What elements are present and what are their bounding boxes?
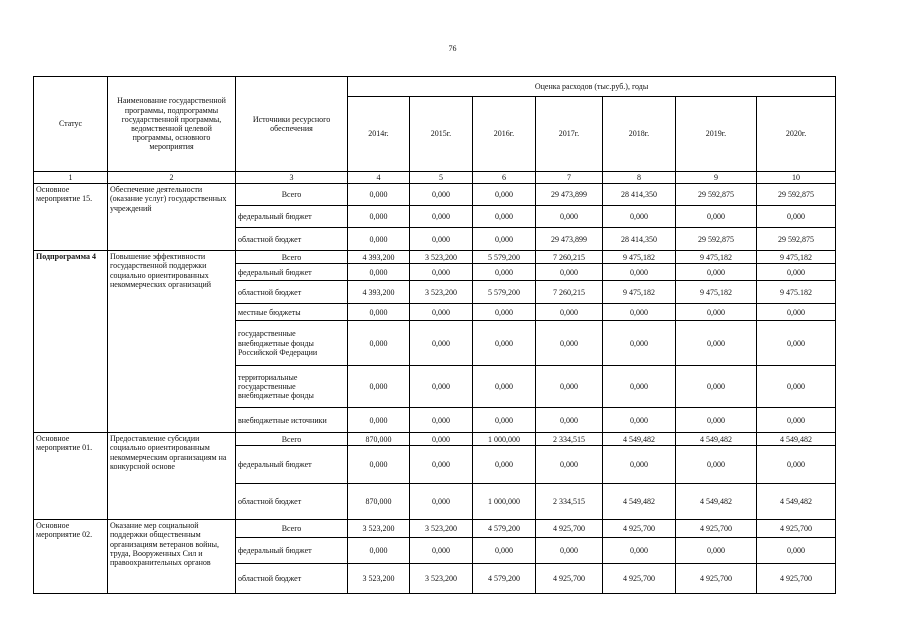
value-cell: 0,000: [536, 304, 603, 321]
value-cell: 0,000: [757, 304, 836, 321]
source-cell: территориальные государственные внебюджетные фонды: [236, 366, 348, 408]
value-cell: 0,000: [348, 184, 410, 206]
value-cell: 0,000: [676, 304, 757, 321]
value-cell: 0,000: [348, 206, 410, 228]
value-cell: 0,000: [603, 304, 676, 321]
value-cell: 4 549,482: [603, 484, 676, 520]
value-cell: 0,000: [676, 206, 757, 228]
source-cell: Всего: [236, 184, 348, 206]
source-cell: областной бюджет: [236, 228, 348, 251]
status-cell: Подпрограмма 4: [34, 251, 108, 433]
column-index-cell: 8: [603, 172, 676, 184]
value-cell: 0,000: [536, 366, 603, 408]
value-cell: 0,000: [348, 538, 410, 564]
source-cell: внебюджетные источники: [236, 408, 348, 433]
value-cell: 0,000: [348, 366, 410, 408]
value-cell: 3 523,200: [348, 564, 410, 594]
value-cell: 0,000: [536, 408, 603, 433]
value-cell: 5 579,200: [473, 251, 536, 264]
value-cell: 870,000: [348, 484, 410, 520]
header-year: 2019г.: [676, 97, 757, 172]
value-cell: 4 549,482: [757, 433, 836, 446]
value-cell: 4 925,700: [536, 564, 603, 594]
value-cell: 0,000: [473, 446, 536, 484]
value-cell: 3 523,200: [348, 520, 410, 538]
value-cell: 4 925,700: [676, 564, 757, 594]
value-cell: 0,000: [536, 321, 603, 366]
value-cell: 4 925,700: [676, 520, 757, 538]
source-cell: областной бюджет: [236, 281, 348, 304]
value-cell: 29 592,875: [757, 228, 836, 251]
value-cell: 0,000: [473, 228, 536, 251]
value-cell: 0,000: [410, 228, 473, 251]
value-cell: 0,000: [473, 206, 536, 228]
source-cell: областной бюджет: [236, 564, 348, 594]
value-cell: 0,000: [473, 321, 536, 366]
value-cell: 0,000: [348, 321, 410, 366]
value-cell: 5 579,200: [473, 281, 536, 304]
source-cell: Всего: [236, 433, 348, 446]
value-cell: 0,000: [536, 264, 603, 281]
value-cell: 3 523,200: [410, 564, 473, 594]
value-cell: 4 925,700: [603, 520, 676, 538]
value-cell: 7 260,215: [536, 281, 603, 304]
value-cell: 0,000: [676, 538, 757, 564]
value-cell: 0,000: [410, 538, 473, 564]
value-cell: 0,000: [410, 206, 473, 228]
table-row: [34, 520, 836, 538]
header-estimate: Оценка расходов (тыс.руб.), годы: [348, 77, 836, 97]
value-cell: 3 523,200: [410, 281, 473, 304]
value-cell: 0,000: [757, 538, 836, 564]
program-name-cell: Повышение эффективности государственной поддержки социально ориентированных некоммерческих организаций: [108, 251, 236, 433]
value-cell: 7 260,215: [536, 251, 603, 264]
value-cell: 0,000: [410, 484, 473, 520]
value-cell: 29 473,899: [536, 184, 603, 206]
value-cell: 2 334,515: [536, 433, 603, 446]
value-cell: 0,000: [348, 228, 410, 251]
value-cell: 9 475,182: [603, 281, 676, 304]
program-name-cell: Предоставление субсидии социально ориентированным некоммерческим организациям на конкурсной основе: [108, 433, 236, 520]
value-cell: 0,000: [757, 321, 836, 366]
value-cell: 4 549,482: [603, 433, 676, 446]
value-cell: 0,000: [473, 304, 536, 321]
value-cell: 29 592,875: [676, 228, 757, 251]
value-cell: 0,000: [473, 184, 536, 206]
table-row: [34, 433, 836, 446]
value-cell: 0,000: [348, 446, 410, 484]
value-cell: 0,000: [473, 408, 536, 433]
header-status: Статус: [34, 77, 108, 172]
value-cell: 3 523,200: [410, 251, 473, 264]
value-cell: 4 925,700: [757, 564, 836, 594]
column-index-cell: 3: [236, 172, 348, 184]
value-cell: 0,000: [603, 366, 676, 408]
value-cell: 4 925,700: [603, 564, 676, 594]
value-cell: 4 393,200: [348, 281, 410, 304]
value-cell: 0,000: [536, 538, 603, 564]
value-cell: 4 549,482: [676, 433, 757, 446]
value-cell: 0,000: [473, 538, 536, 564]
value-cell: 9 475.182: [757, 281, 836, 304]
value-cell: 4 579,200: [473, 564, 536, 594]
program-name-cell: Оказание мер социальной поддержки общественным организациям ветеранов войны, труда, Вооруженных Сил и правоохранительных органов: [108, 520, 236, 594]
value-cell: 0,000: [348, 264, 410, 281]
table-row: [34, 184, 836, 206]
value-cell: 0,000: [603, 446, 676, 484]
value-cell: 0,000: [676, 264, 757, 281]
value-cell: 0,000: [348, 304, 410, 321]
header-name: Наименование государственной программы, подпрограммы государственной программы, ведомственной целевой программы, основного мероприятия: [108, 77, 236, 172]
value-cell: 4 393,200: [348, 251, 410, 264]
value-cell: 0,000: [603, 408, 676, 433]
source-cell: федеральный бюджет: [236, 538, 348, 564]
value-cell: 0,000: [473, 264, 536, 281]
source-cell: Всего: [236, 520, 348, 538]
value-cell: 1 000,000: [473, 433, 536, 446]
value-cell: 0,000: [676, 446, 757, 484]
value-cell: 29 592,875: [676, 184, 757, 206]
value-cell: 28 414,350: [603, 184, 676, 206]
header-year: 2015г.: [410, 97, 473, 172]
value-cell: 9 475,182: [757, 251, 836, 264]
value-cell: 0,000: [410, 184, 473, 206]
value-cell: 0,000: [603, 321, 676, 366]
value-cell: 9 475,182: [603, 251, 676, 264]
value-cell: 0,000: [676, 408, 757, 433]
header-year: 2014г.: [348, 97, 410, 172]
header-year: 2017г.: [536, 97, 603, 172]
source-cell: федеральный бюджет: [236, 264, 348, 281]
status-cell: Основное мероприятие 01.: [34, 433, 108, 520]
value-cell: 0,000: [536, 446, 603, 484]
value-cell: 0,000: [603, 264, 676, 281]
column-index-cell: 7: [536, 172, 603, 184]
header-year: 2020г.: [757, 97, 836, 172]
value-cell: 0,000: [757, 408, 836, 433]
column-index-cell: 4: [348, 172, 410, 184]
header-sources: Источники ресурсного обеспечения: [236, 77, 348, 172]
column-index-cell: 10: [757, 172, 836, 184]
value-cell: 2 334,515: [536, 484, 603, 520]
column-index-cell: 6: [473, 172, 536, 184]
header-year: 2016г.: [473, 97, 536, 172]
value-cell: 0,000: [348, 408, 410, 433]
column-index-cell: 1: [34, 172, 108, 184]
value-cell: 0,000: [676, 321, 757, 366]
value-cell: 0,000: [757, 366, 836, 408]
source-cell: федеральный бюджет: [236, 206, 348, 228]
column-index-cell: 2: [108, 172, 236, 184]
status-cell: Основное мероприятие 02.: [34, 520, 108, 594]
value-cell: 0,000: [410, 433, 473, 446]
value-cell: 4 925,700: [536, 520, 603, 538]
header-year: 2018г.: [603, 97, 676, 172]
table-body: [34, 184, 836, 594]
value-cell: 0,000: [410, 366, 473, 408]
value-cell: 28 414,350: [603, 228, 676, 251]
table-row: [34, 251, 836, 264]
value-cell: 0,000: [757, 206, 836, 228]
value-cell: 0,000: [410, 446, 473, 484]
budget-table: [33, 76, 836, 594]
page-number: 76: [448, 44, 457, 53]
value-cell: 29 592,875: [757, 184, 836, 206]
value-cell: 4 549,482: [757, 484, 836, 520]
source-cell: местные бюджеты: [236, 304, 348, 321]
value-cell: 0,000: [757, 264, 836, 281]
value-cell: 0,000: [410, 321, 473, 366]
value-cell: 1 000,000: [473, 484, 536, 520]
value-cell: 870,000: [348, 433, 410, 446]
value-cell: 0,000: [757, 446, 836, 484]
source-cell: Всего: [236, 251, 348, 264]
value-cell: 0,000: [603, 206, 676, 228]
value-cell: 0,000: [473, 366, 536, 408]
value-cell: 4 925,700: [757, 520, 836, 538]
value-cell: 4 579,200: [473, 520, 536, 538]
column-index-cell: 5: [410, 172, 473, 184]
status-cell: Основное мероприятие 15.: [34, 184, 108, 251]
value-cell: 3 523,200: [410, 520, 473, 538]
source-cell: государственные внебюджетные фонды Российской Федерации: [236, 321, 348, 366]
value-cell: 29 473,899: [536, 228, 603, 251]
value-cell: 4 549,482: [676, 484, 757, 520]
value-cell: 9 475,182: [676, 251, 757, 264]
value-cell: 0,000: [410, 408, 473, 433]
column-index-cell: 9: [676, 172, 757, 184]
value-cell: 0,000: [603, 538, 676, 564]
source-cell: федеральный бюджет: [236, 446, 348, 484]
value-cell: 9 475,182: [676, 281, 757, 304]
value-cell: 0,000: [536, 206, 603, 228]
value-cell: 0,000: [676, 366, 757, 408]
source-cell: областной бюджет: [236, 484, 348, 520]
value-cell: 0,000: [410, 304, 473, 321]
value-cell: 0,000: [410, 264, 473, 281]
column-index-row: [34, 172, 836, 184]
program-name-cell: Обеспечение деятельности (оказание услуг) государственных учреждений: [108, 184, 236, 251]
